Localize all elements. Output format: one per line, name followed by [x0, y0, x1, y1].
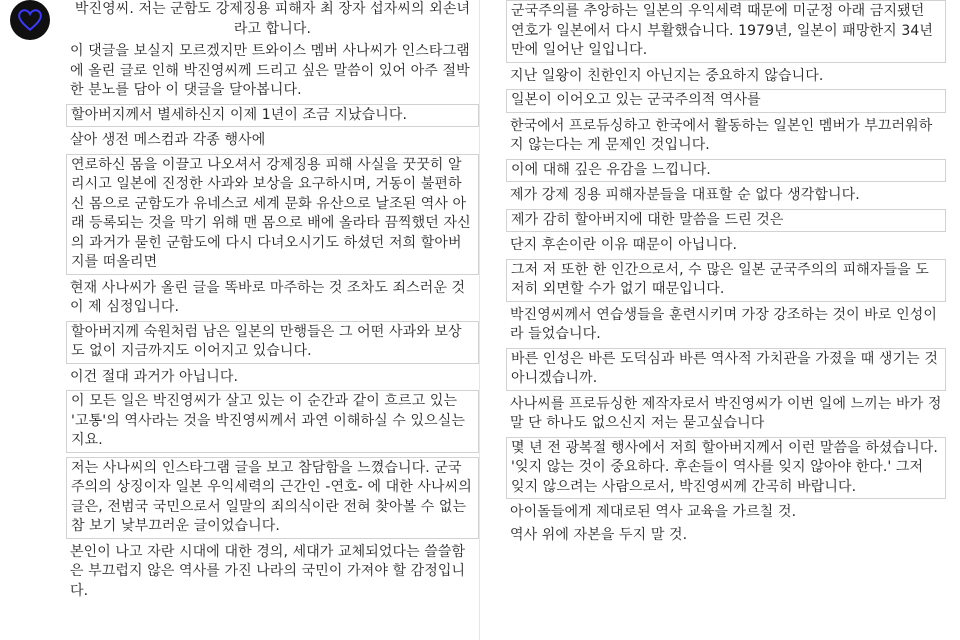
comment-paragraph: 박진영씨께서 연습생들을 훈련시키며 가장 강조하는 것이 바로 인성이라 들었습니다.	[510, 306, 937, 342]
comment-paragraph: 현재 사나씨가 올린 글을 똑바로 마주하는 것 조차도 죄스러운 것이 제 심정입니다.	[70, 279, 466, 315]
comment-paragraph: 이건 절대 과거가 아닙니다.	[70, 368, 239, 385]
comment-paragraph: 본인이 나고 자란 시대에 대한 경의, 세대가 교체되었다는 쓸쓸함은 부끄럽지 않은 역사를 가진 나라의 국민이 가져야 할 감정입니다.	[70, 543, 466, 599]
comment-paragraph: 이 모든 일은 박진영씨가 살고 있는 이 순간과 같이 흐르고 있는 '고통'의 역사라는 것을 박진영씨께서 과연 이해하실 수 있으실는지요.	[66, 390, 479, 453]
comment-paragraph: 할아버지께 숙원처럼 남은 일본의 만행들은 그 어떤 사과와 보상도 없이 지금까지도 이어지고 있습니다.	[66, 321, 479, 364]
comment-paragraph: 이에 대해 깊은 유감을 느낍니다.	[506, 159, 946, 183]
comment-paragraph: 바른 인성은 바른 도덕심과 바른 역사적 가치관을 가졌을 때 생기는 것 아니겠습니까.	[506, 348, 946, 391]
comment-paragraph: 아이돌들에게 제대로된 역사 교육을 가르칠 것.	[510, 504, 797, 520]
comment-paragraph: 저는 사나씨의 인스타그램 글을 보고 참담함을 느꼈습니다. 군국주의의 상징이자 일본 우익세력의 근간인 -연호- 에 대한 사나씨의 글은, 전범국 국민으로서 일말의 죄의식이란 전혀 찾아볼 수 없는 참 보기 낯부끄러운 글이었습니다.	[66, 457, 479, 539]
comment-paragraph: 할아버지께서 별세하신지 이제 1년이 조금 지났습니다.	[66, 104, 479, 128]
comment-paragraph: 살아 생전 메스컴과 각종 행사에	[70, 132, 266, 148]
comment-paragraph: 그저 저 또한 한 인간으로서, 수 많은 일본 군국주의의 피해자들을 도저히 외면할 수가 없기 때문입니다.	[506, 259, 946, 302]
comment-paragraph: 박진영씨. 저는 군함도 강제징용 피해자 최 장자 섭자씨의 외손녀 라고 합니다.	[74, 1, 471, 37]
comment-left-column	[66, 0, 480, 640]
comment-paragraph: 군국주의를 추앙하는 일본의 우익세력 때문에 미군정 아래 금지됐던 연호가 일본에서 다시 부활했습니다. 1979년, 일본이 패망한지 34년만에 일어난 일입니다.	[506, 0, 946, 63]
comment-paragraph: 한국에서 프로듀싱하고 한국에서 활동하는 일본인 멤버가 부끄러워하지 않는다는 게 문제인 것입니다.	[510, 117, 933, 153]
comment-paragraph: 일본이 이어오고 있는 군국주의적 역사를	[506, 89, 946, 113]
comment-paragraph: 제가 감히 할아버지에 대한 말씀을 드린 것은	[506, 209, 946, 233]
comment-paragraph: 이 댓글을 보실지 모르겠지만 트와이스 멤버 사나씨가 인스타그램에 올린 글로 인해 박진영씨께 드리고 싶은 말씀이 있어 아주 절박한 분노를 담아 이 댓글을 달아봅니다.	[70, 43, 470, 98]
avatar[interactable]	[10, 0, 50, 40]
comment-right-column	[506, 0, 946, 548]
heart-outline-icon	[17, 7, 43, 33]
comment-paragraph: 제가 강제 징용 피해자분들을 대표할 순 없다 생각합니다.	[510, 187, 860, 203]
comment-paragraph: 사나씨를 프로듀싱한 제작자로서 박진영씨가 이번 일에 느끼는 바가 정말 단 하나도 없으신지 저는 묻고싶습니다	[510, 395, 942, 431]
comment-paragraph: 역사 위에 자본을 두지 말 것.	[510, 526, 688, 543]
comment-paragraph: 몇 년 전 광복절 행사에서 저희 할아버지께서 이런 말씀을 하셨습니다. '잊지 않는 것이 중요하다. 후손들이 역사를 잊지 않아야 한다.' 그저 잊지 않으려는 사람으로서, 박진영씨께 간곡히 바랍니다.	[506, 437, 946, 500]
comment-paragraph: 지난 일왕이 친한인지 아닌지는 중요하지 않습니다.	[510, 67, 824, 84]
comment-paragraph: 단지 후손이란 이유 때문이 아닙니다.	[510, 237, 738, 253]
comment-paragraph: 연로하신 몸을 이끌고 나오셔서 강제징용 피해 사실을 꿋꿋히 알리시고 일본에 진정한 사과와 보상을 요구하시며, 거동이 불편하신 몸으로 군함도가 유네스코 세계 문화 유산으로 날조된 역사 아래 등록되는 것을 막기 위해 맨 몸으로 배에 올라타 끔찍했던 자신의 과거가 묻힌 군함도에 다시 다녀오시기도 하셨던 저희 할아버지를 떠올리면	[66, 154, 479, 275]
